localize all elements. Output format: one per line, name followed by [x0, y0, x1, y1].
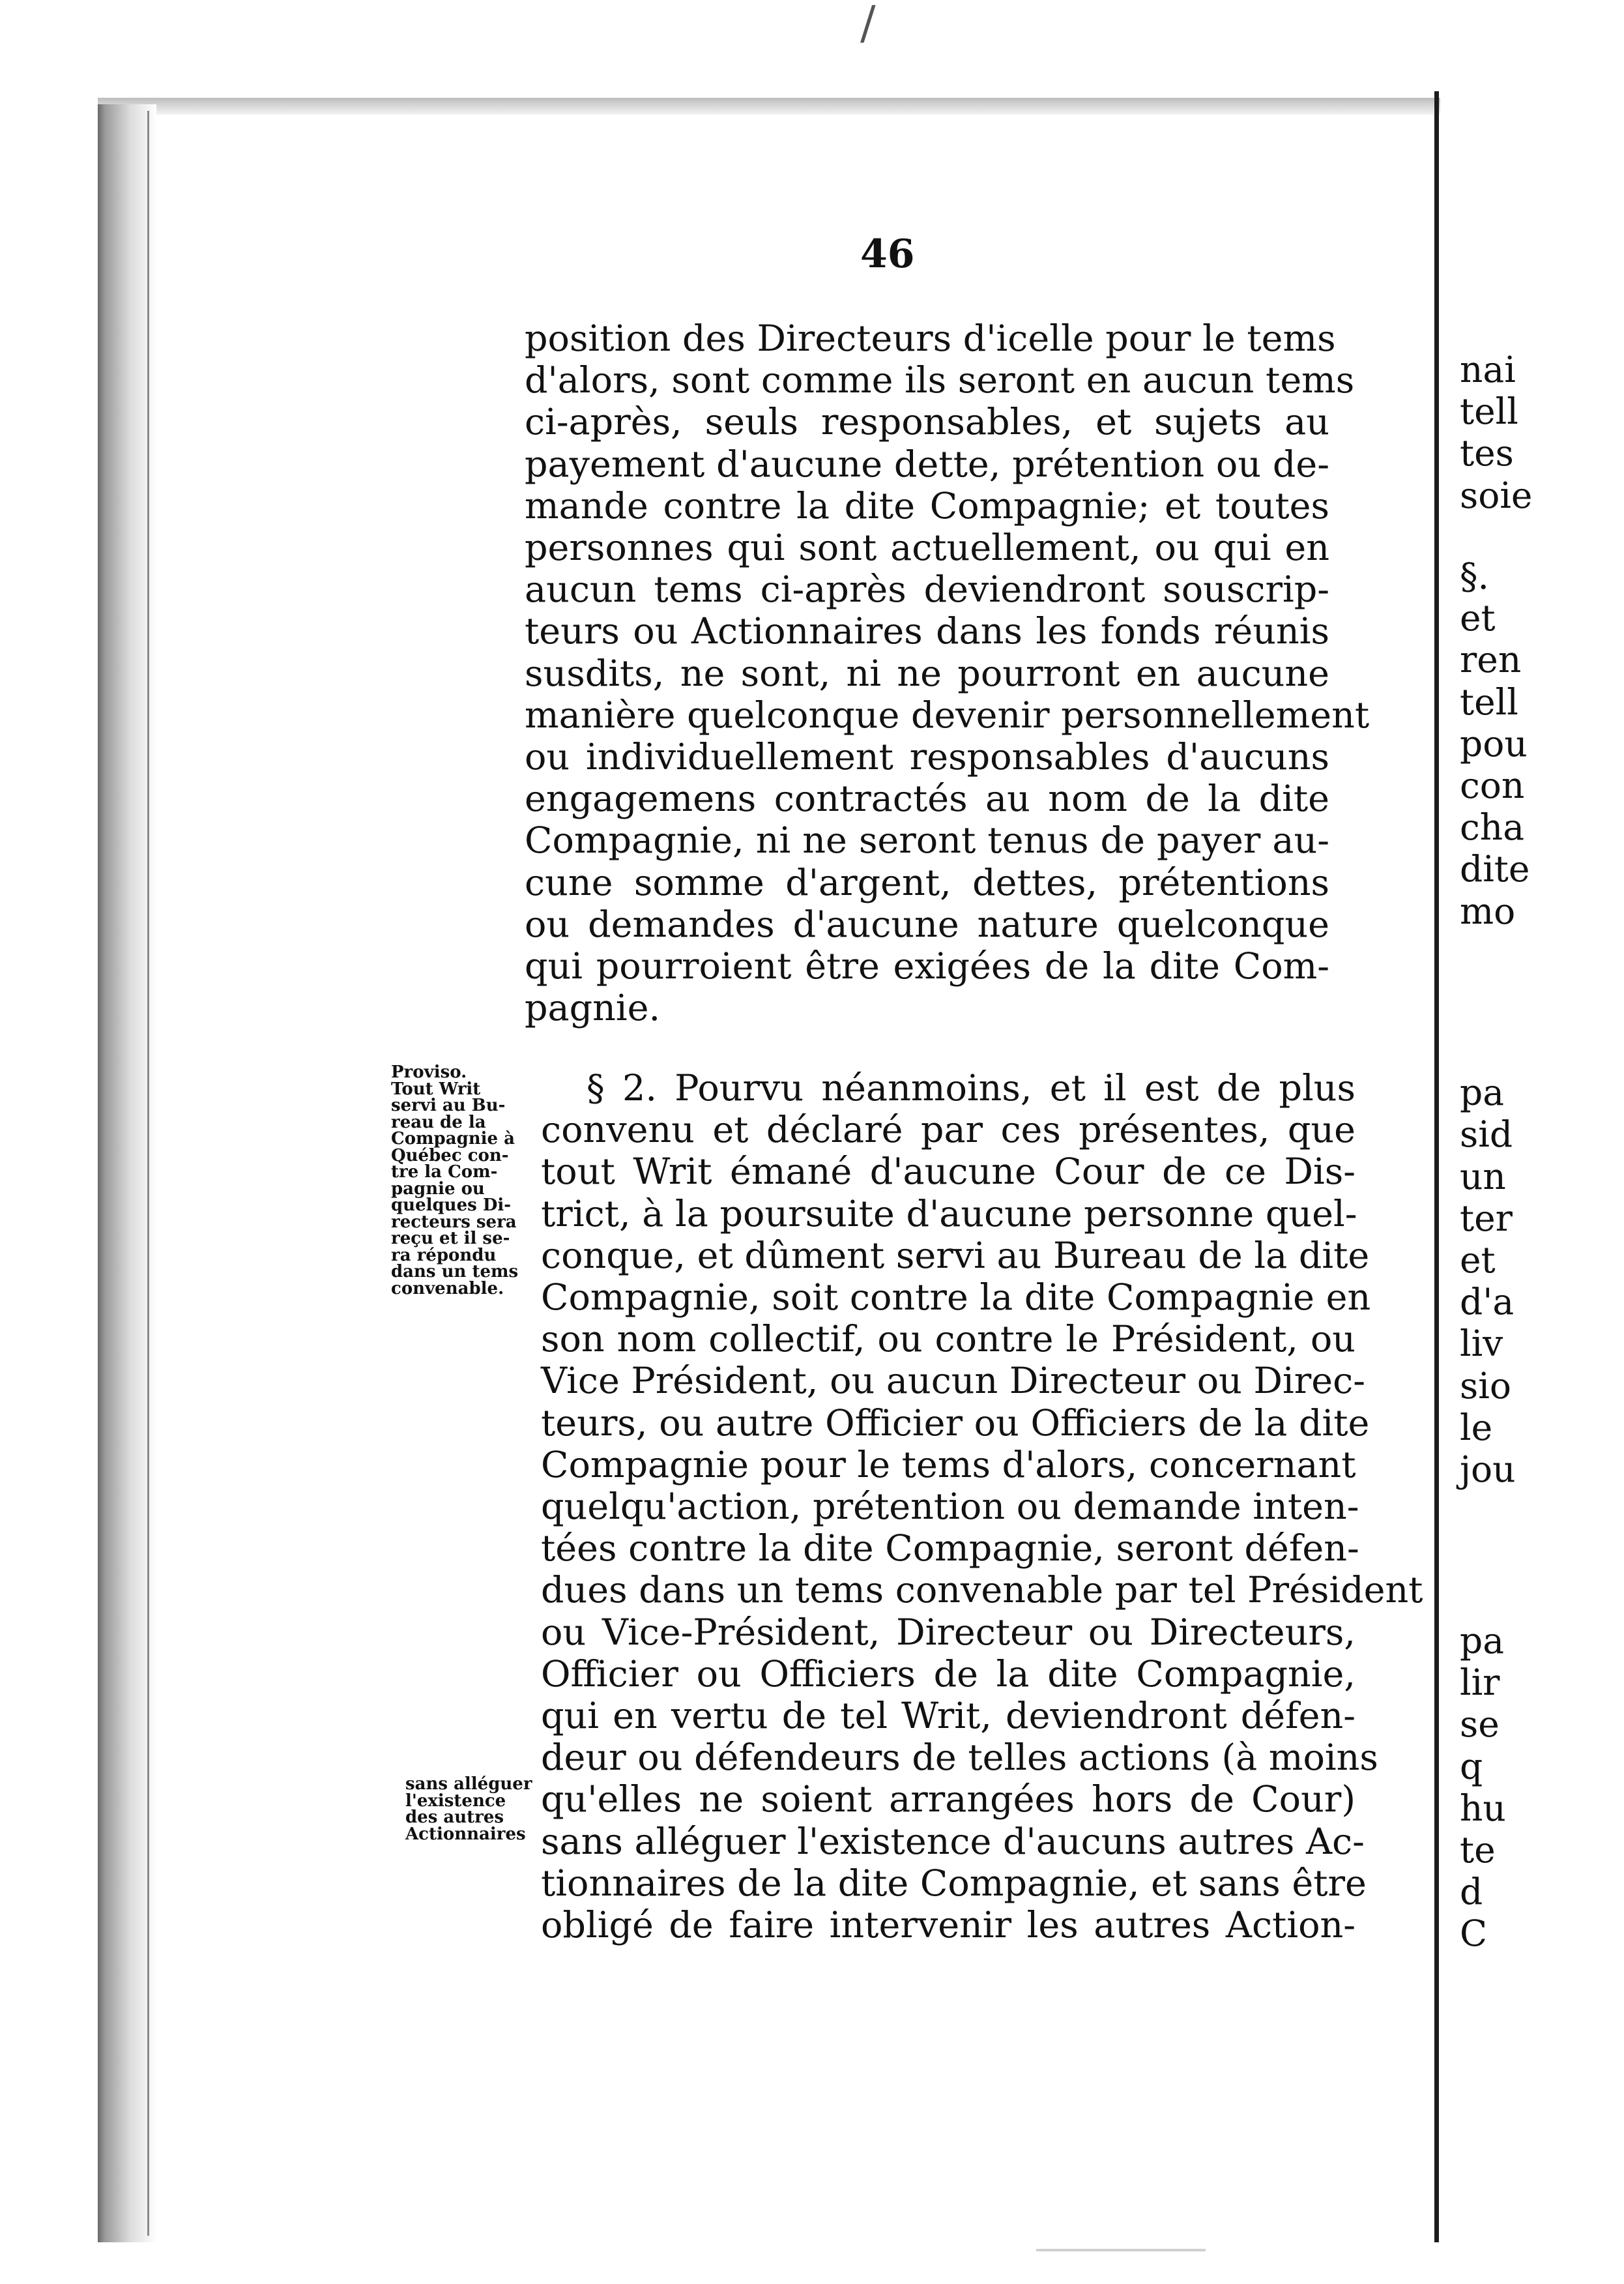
marginal-line: quelques Di-	[391, 1195, 512, 1215]
fragment-line: sid	[1460, 1113, 1513, 1156]
fragment-line: mo	[1460, 890, 1516, 932]
marginal-line: Actionnaires	[405, 1824, 526, 1844]
fragment-line: sio	[1460, 1364, 1511, 1407]
text-line: Vice Président, ou aucun Directeur ou Direc-	[541, 1360, 1365, 1403]
text-line: susdits, ne sont, ni ne pourront en aucune	[525, 652, 1329, 695]
marginal-line: Québec con-	[391, 1145, 509, 1165]
text-line: tées contre la dite Compagnie, seront défen-	[541, 1527, 1359, 1570]
text-line	[541, 1068, 1356, 1109]
text-line: qu'elles ne soient arrangées hors de Cour)	[541, 1778, 1356, 1821]
text-line: ou individuellement responsables d'aucuns	[525, 736, 1329, 779]
facing-page-fragment-1	[1460, 349, 1532, 516]
facing-page-fragment-3	[1460, 1030, 1516, 1490]
text-line: ou Vice-Président, Directeur ou Directeurs,	[541, 1611, 1356, 1654]
corner-pen-mark: /	[860, 0, 876, 50]
text-line: mande contre la dite Compagnie; et toutes	[525, 484, 1329, 527]
marginal-line: ra répondu	[391, 1245, 497, 1265]
marginal-line: tre la Com-	[391, 1162, 498, 1182]
paragraph-1	[525, 317, 1370, 1030]
text-line: convenu et déclaré par ces présentes, que	[541, 1109, 1356, 1152]
fragment-line: d	[1460, 1871, 1483, 1913]
marginal-line: l'existence	[405, 1791, 506, 1811]
text-line: Compagnie, soit contre la dite Compagnie en	[541, 1276, 1371, 1319]
fragment-line	[1460, 1030, 1516, 1072]
book-left-edge-line	[147, 111, 149, 2236]
text-line: sans alléguer l'existence d'aucuns autres Ac-	[541, 1820, 1365, 1863]
marginal-line: convenable.	[391, 1278, 504, 1298]
marginal-note-actionnaires	[405, 1776, 542, 1843]
text-line: ci-après, seuls responsables, et sujets au	[525, 401, 1329, 444]
fragment-line: hu	[1460, 1787, 1506, 1829]
fragment-line: pa	[1460, 1620, 1504, 1662]
fragment-line: nai	[1460, 349, 1516, 390]
text-line: ou demandes d'aucune nature quelconque	[525, 903, 1329, 946]
page-number: 46	[860, 231, 915, 277]
text-line: obligé de faire intervenir les autres Action-	[541, 1904, 1356, 1947]
facing-page-fragment-2	[1460, 555, 1530, 932]
text-line: qui pourroient être exigées de la dite Com-	[525, 945, 1329, 988]
page-top-shadow	[98, 98, 1440, 115]
text-line: cune somme d'argent, dettes, prétentions	[525, 861, 1329, 904]
fragment-line: C	[1460, 1912, 1488, 1955]
text-line: pagnie.	[525, 987, 661, 1030]
fragment-line: tes	[1460, 432, 1514, 475]
text-line: trict, à la poursuite d'aucune personne quel-	[541, 1192, 1357, 1235]
text-line: manière quelconque devenir personnellement	[525, 694, 1370, 737]
book-gutter-line	[1434, 91, 1439, 2242]
fragment-line: jou	[1460, 1448, 1516, 1491]
marginal-line: dans un tems	[391, 1262, 519, 1281]
fragment-line: et	[1460, 1239, 1496, 1281]
fragment-line: dite	[1460, 848, 1530, 890]
fragment-line: con	[1460, 765, 1525, 807]
bottom-scan-mark	[1036, 2249, 1206, 2251]
text-line: personnes qui sont actuellement, ou qui en	[525, 527, 1329, 570]
fragment-line: pou	[1460, 722, 1528, 765]
marginal-line: Proviso.	[391, 1062, 467, 1082]
text-line: son nom collectif, ou contre le Président, ou	[541, 1318, 1356, 1361]
section-2-opening: § 2. Pourvu néanmoins, et il est de plus	[587, 1067, 1356, 1109]
marginal-line: sans alléguer	[405, 1774, 532, 1794]
fragment-line: d'a	[1460, 1281, 1515, 1323]
facing-page-fragment-4	[1460, 1620, 1506, 1955]
fragment-line: te	[1460, 1829, 1496, 1871]
text-line: tout Writ émané d'aucune Cour de ce Dis-	[541, 1150, 1356, 1193]
text-line: engagemens contractés au nom de la dite	[525, 778, 1329, 821]
text-line: position des Directeurs d'icelle pour le tems	[525, 317, 1336, 360]
fragment-line: cha	[1460, 806, 1525, 849]
fragment-line: le	[1460, 1406, 1493, 1448]
text-line: quelqu'action, prétention ou demande inten-	[541, 1486, 1359, 1529]
text-line: d'alors, sont comme ils seront en aucun tems	[525, 359, 1355, 402]
marginal-line: servi au Bu-	[391, 1096, 506, 1115]
fragment-line: soie	[1460, 474, 1533, 516]
text-line: Compagnie, ni ne seront tenus de payer au-	[525, 819, 1329, 862]
fragment-line: lir	[1460, 1662, 1500, 1704]
text-line: conque, et dûment servi au Bureau de la dite	[541, 1234, 1370, 1277]
fragment-line: q	[1460, 1745, 1483, 1787]
text-line: Officier ou Officiers de la dite Compagnie,	[541, 1652, 1356, 1695]
text-line: payement d'aucune dette, prétention ou de-	[525, 443, 1329, 486]
text-line: aucun tems ci-après deviendront souscrip-	[525, 568, 1329, 611]
fragment-line: §.	[1460, 555, 1489, 597]
fragment-line: et	[1460, 597, 1496, 639]
text-line: teurs, ou autre Officier ou Officiers de la dite	[541, 1401, 1370, 1444]
marginal-line: Tout Writ	[391, 1079, 481, 1099]
marginal-note-proviso	[391, 1064, 538, 1297]
fragment-line: liv	[1460, 1323, 1503, 1365]
fragment-line: un	[1460, 1155, 1506, 1197]
marginal-line: recteurs sera	[391, 1212, 517, 1232]
marginal-line: reçu et il se-	[391, 1229, 510, 1248]
text-line: tionnaires de la dite Compagnie, et sans être	[541, 1862, 1367, 1905]
text-line: dues dans un tems convenable par tel Président	[541, 1569, 1423, 1612]
paragraph-2	[541, 1067, 1423, 1947]
fragment-line: tell	[1460, 681, 1518, 723]
text-line: deur ou défendeurs de telles actions (à moins	[541, 1736, 1378, 1779]
marginal-line: des autres	[405, 1808, 504, 1827]
text-line: teurs ou Actionnaires dans les fonds réunis	[525, 610, 1329, 653]
fragment-line: pa	[1460, 1072, 1504, 1114]
marginal-line: Compagnie à	[391, 1129, 515, 1149]
fragment-line: se	[1460, 1703, 1500, 1746]
fragment-line: ren	[1460, 639, 1522, 681]
marginal-line: pagnie ou	[391, 1179, 485, 1199]
fragment-line: tell	[1460, 390, 1518, 433]
fragment-line: ter	[1460, 1197, 1513, 1239]
marginal-line: reau de la	[391, 1112, 486, 1132]
text-line: Compagnie pour le tems d'alors, concernant	[541, 1443, 1356, 1486]
text-line: qui en vertu de tel Writ, deviendront défen-	[541, 1695, 1356, 1738]
